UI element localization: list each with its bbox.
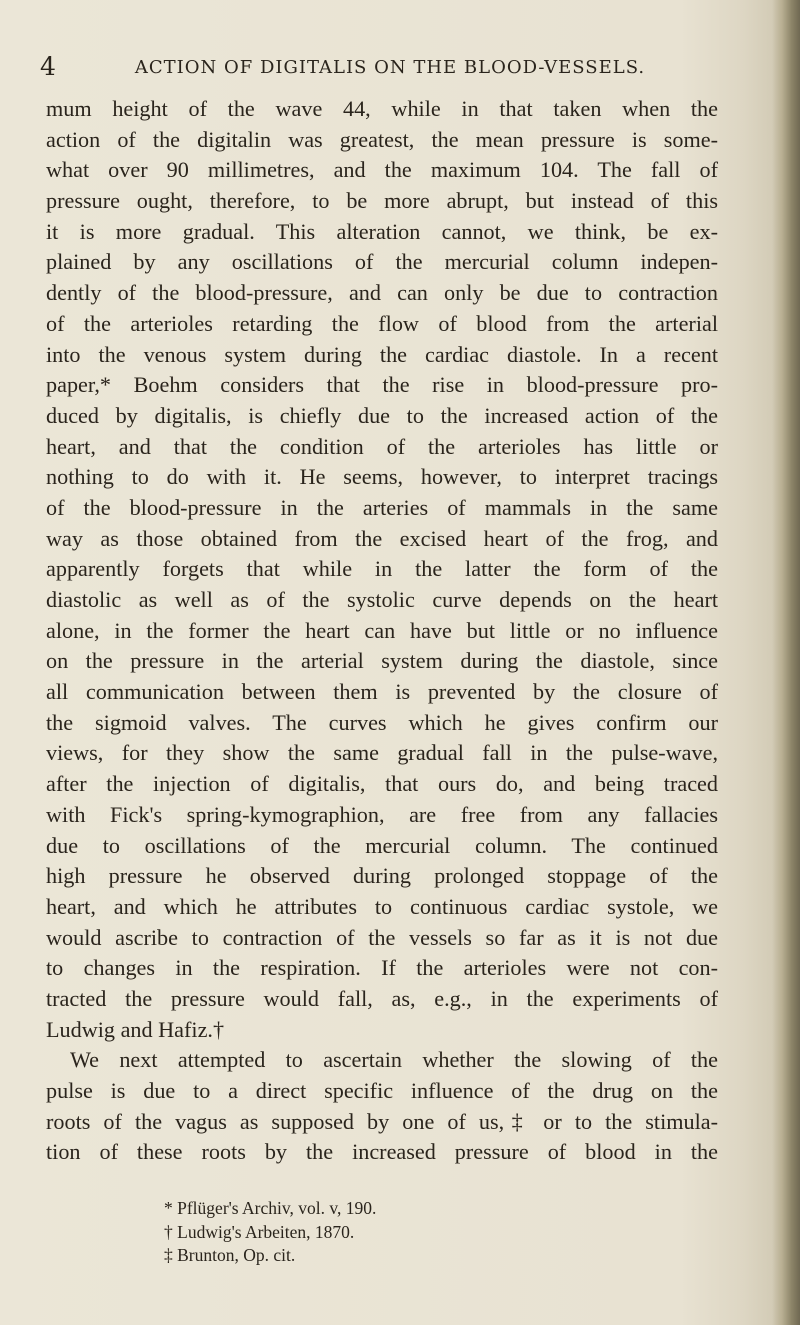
- text-line: due to oscillations of the mercurial column. The continued: [46, 832, 718, 858]
- text-line: of the arterioles retarding the flow of blood from the arterial: [46, 310, 718, 336]
- text-line: paper,* Boehm considers that the rise in blood-pressure pro-: [46, 372, 718, 398]
- paragraph-end-line: Ludwig and Hafiz.†: [46, 1016, 225, 1042]
- text-line: action of the digitalin was greatest, the mean pressure is some-: [46, 126, 718, 152]
- text-line: pulse is due to a direct specific influence of the drug on the: [46, 1078, 718, 1103]
- footnote: † Ludwig's Arbeiten, 1870.: [164, 1221, 355, 1242]
- text-line: pressure ought, therefore, to be more abrupt, but instead of this: [46, 188, 718, 214]
- text-line: roots of the vagus as supposed by one of us,‡ or to the stimula-: [46, 1108, 718, 1134]
- text-line: plained by any oscillations of the mercurial column indepen-: [46, 249, 718, 275]
- text-line: it is more gradual. This alteration cannot, we think, be ex-: [46, 218, 718, 244]
- text-line: all communication between them is prevented by the closure of: [46, 679, 718, 705]
- text-line: would ascribe to contraction of the vessels so far as it is not due: [46, 924, 718, 950]
- text-line: diastolic as well as of the systolic curve depends on the heart: [46, 587, 718, 612]
- text-line: heart, and which he attributes to continuous cardiac systole, we: [46, 893, 718, 919]
- text-line: tion of these roots by the increased pressure of blood in the: [46, 1139, 718, 1165]
- text-line: on the pressure in the arterial system during the diastole, since: [46, 648, 718, 674]
- text-line: way as those obtained from the excised heart of the frog, and: [46, 525, 718, 551]
- text-line: nothing to do with it. He seems, however, to interpret tracings: [46, 464, 718, 490]
- footnote: * Pflüger's Archiv, vol. v, 190.: [164, 1198, 377, 1218]
- text-line: alone, in the former the heart can have but little or no influence: [46, 617, 718, 643]
- running-head: ACTION OF DIGITALIS ON THE BLOOD-VESSELS.: [134, 57, 646, 78]
- body-text: [46, 94, 718, 1168]
- text-line: to changes in the respiration. If the arterioles were not con-: [46, 955, 718, 981]
- text-line: high pressure he observed during prolonged stoppage of the: [46, 863, 718, 889]
- text-line: after the injection of digitalis, that ours do, and being traced: [46, 771, 718, 797]
- footnote: ‡ Brunton, Op. cit.: [164, 1245, 296, 1265]
- text-line: apparently forgets that while in the latter the form of the: [46, 556, 718, 582]
- text-line: duced by digitalis, is chiefly due to the increased action of the: [46, 402, 718, 428]
- page-number: 4: [40, 52, 56, 81]
- text-line: tracted the pressure would fall, as, e.g., in the experiments of: [46, 985, 718, 1011]
- text-line: with Fick's spring-kymographion, are free from any fallacies: [46, 801, 718, 827]
- text-line: of the blood-pressure in the arteries of mammals in the same: [46, 494, 718, 520]
- page-header: [40, 52, 740, 82]
- page-edge-shadow: [772, 0, 800, 1325]
- text-line: into the venous system during the cardiac diastole. In a recent: [46, 341, 718, 367]
- text-line: dently of the blood-pressure, and can only be due to contraction: [46, 280, 718, 306]
- paragraph-start-line: We next attempted to ascertain whether the slowing of the: [70, 1047, 718, 1073]
- text-line: heart, and that the condition of the arterioles has little or: [46, 433, 718, 459]
- text-line: mum height of the wave 44, while in that taken when the: [46, 96, 718, 121]
- text-line: the sigmoid valves. The curves which he gives confirm our: [46, 709, 718, 735]
- text-line: views, for they show the same gradual fall in the pulse-wave,: [46, 740, 718, 766]
- text-line: what over 90 millimetres, and the maximum 104. The fall of: [46, 157, 718, 183]
- footnotes: [164, 1197, 724, 1268]
